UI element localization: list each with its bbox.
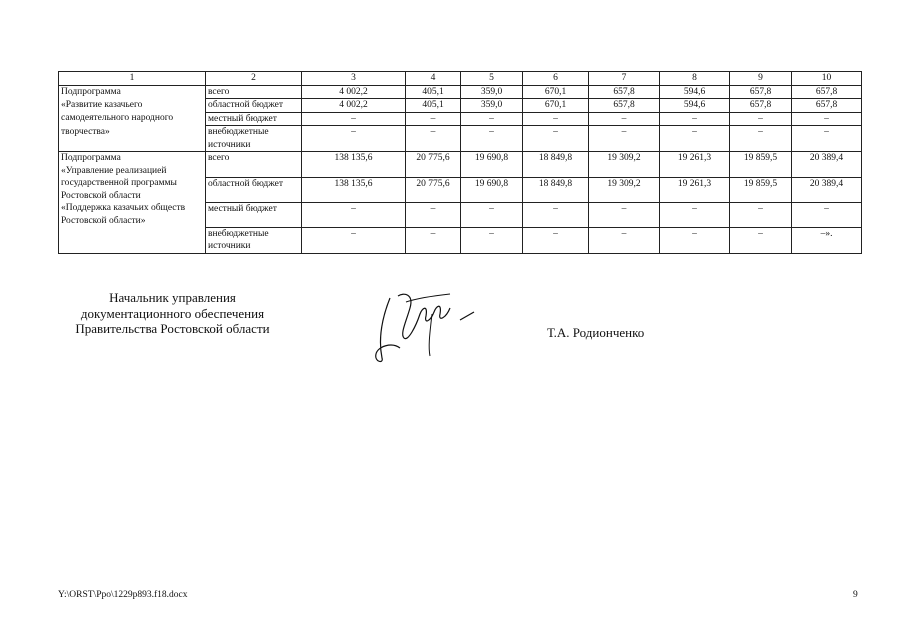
program-name-cell	[59, 177, 206, 202]
program-name-line: Подпрограмма	[61, 153, 121, 163]
value-cell: 138 135,6	[302, 152, 406, 178]
funding-source-line: всего	[208, 86, 230, 97]
funding-source-line: всего	[208, 153, 230, 163]
table-row	[59, 152, 862, 178]
value-cell: –	[589, 202, 660, 227]
value-cell: 138 135,6	[302, 177, 406, 202]
value-cell: 19 690,8	[461, 152, 523, 178]
value-cell: –	[730, 126, 792, 152]
value-cell: –	[302, 227, 406, 253]
funding-source-cell	[206, 112, 302, 126]
program-name-cell	[59, 112, 206, 126]
funding-source-cell	[206, 126, 302, 152]
funding-source-line: внебюджетные	[208, 127, 269, 137]
program-name-cell	[59, 99, 206, 113]
program-name-line: государственной программы	[61, 178, 177, 188]
handwritten-signature	[370, 288, 490, 368]
value-cell: 19 859,5	[730, 152, 792, 178]
value-cell: –	[461, 202, 523, 227]
value-cell: 4 002,2	[302, 99, 406, 113]
value-cell: –	[792, 112, 862, 126]
value-cell: 405,1	[406, 99, 461, 113]
value-cell: –	[792, 126, 862, 152]
funding-source-cell	[206, 85, 302, 99]
table-row	[59, 227, 862, 253]
footer-file-path: Y:\ORST\Ppo\1229p893.f18.docx	[58, 590, 188, 600]
funding-source-cell	[206, 202, 302, 227]
program-name-line: «Поддержка казачьих обществ	[61, 203, 186, 213]
value-cell: 19 859,5	[730, 177, 792, 202]
program-name-line: «Развитие казачьего	[61, 99, 143, 110]
header-cell: 1	[59, 72, 206, 86]
funding-source-line: источники	[208, 139, 251, 150]
table-header-row	[59, 72, 862, 86]
value-cell: –	[523, 227, 589, 253]
program-name-cell	[59, 152, 206, 178]
value-cell: 19 261,3	[660, 152, 730, 178]
value-cell: –	[589, 126, 660, 152]
value-cell: 359,0	[461, 99, 523, 113]
header-cell: 9	[730, 72, 792, 86]
header-cell: 2	[206, 72, 302, 86]
table-body	[59, 72, 862, 254]
value-cell: 657,8	[589, 99, 660, 113]
funding-source-cell	[206, 227, 302, 253]
table-row	[59, 99, 862, 113]
value-cell: –	[302, 112, 406, 126]
official-title-line: документационного обеспечения	[80, 305, 265, 321]
page-number: 9	[853, 590, 858, 600]
funding-source-line: местный бюджет	[208, 113, 277, 124]
program-name-cell	[59, 85, 206, 99]
value-cell: 657,8	[792, 85, 862, 99]
value-cell: 20 775,6	[406, 177, 461, 202]
funding-source-cell	[206, 99, 302, 113]
table-row	[59, 85, 862, 99]
value-cell: –	[461, 227, 523, 253]
value-cell: –	[660, 227, 730, 253]
value-cell: 19 261,3	[660, 177, 730, 202]
value-cell: –	[730, 202, 792, 227]
value-cell: 4 002,2	[302, 85, 406, 99]
funding-source-line: областной бюджет	[208, 178, 284, 189]
signatory-name: Т.А. Родионченко	[547, 325, 645, 340]
value-cell: 20 389,4	[792, 177, 862, 202]
value-cell: 657,8	[730, 99, 792, 113]
program-name-line: творчества»	[61, 126, 110, 137]
value-cell: –	[523, 202, 589, 227]
value-cell: –	[792, 202, 862, 227]
value-cell: 594,6	[660, 99, 730, 113]
value-cell: 18 849,8	[523, 152, 589, 178]
budget-table	[58, 71, 862, 254]
table-row	[59, 177, 862, 202]
value-cell: 18 849,8	[523, 177, 589, 202]
value-cell: –	[461, 126, 523, 152]
value-cell: 657,8	[589, 85, 660, 99]
program-name-line: самодеятельного народного	[61, 113, 174, 123]
program-name-line: Ростовской области	[61, 190, 141, 201]
program-name-cell	[59, 126, 206, 152]
program-name-line: Подпрограмма	[61, 86, 121, 97]
value-cell: 20 389,4	[792, 152, 862, 178]
value-cell: –	[523, 112, 589, 126]
value-cell: 657,8	[730, 85, 792, 99]
value-cell: –	[406, 202, 461, 227]
funding-source-cell	[206, 177, 302, 202]
value-cell: 359,0	[461, 85, 523, 99]
value-cell: –	[406, 227, 461, 253]
value-cell: –	[589, 112, 660, 126]
official-title	[50, 290, 295, 337]
value-cell: 20 775,6	[406, 152, 461, 178]
value-cell: 19 309,2	[589, 152, 660, 178]
header-cell: 8	[660, 72, 730, 86]
value-cell: 19 690,8	[461, 177, 523, 202]
value-cell: 19 309,2	[589, 177, 660, 202]
value-cell: 670,1	[523, 85, 589, 99]
header-cell: 7	[589, 72, 660, 86]
value-cell: –	[302, 202, 406, 227]
value-cell: –».	[792, 227, 862, 253]
header-cell: 3	[302, 72, 406, 86]
header-cell: 10	[792, 72, 862, 86]
table-row	[59, 112, 862, 126]
funding-source-line: местный бюджет	[208, 203, 277, 214]
funding-source-cell	[206, 152, 302, 178]
funding-source-line: областной бюджет	[208, 100, 284, 110]
value-cell: –	[589, 227, 660, 253]
value-cell: –	[406, 126, 461, 152]
official-title-line: Начальник управления	[109, 290, 236, 305]
value-cell: –	[660, 112, 730, 126]
header-cell: 6	[523, 72, 589, 86]
value-cell: 405,1	[406, 85, 461, 99]
value-cell: –	[660, 126, 730, 152]
header-cell: 5	[461, 72, 523, 86]
value-cell: 657,8	[792, 99, 862, 113]
program-name-cell	[59, 227, 206, 253]
value-cell: –	[523, 126, 589, 152]
value-cell: –	[730, 112, 792, 126]
value-cell: –	[406, 112, 461, 126]
value-cell: 594,6	[660, 85, 730, 99]
value-cell: –	[302, 126, 406, 152]
value-cell: –	[461, 112, 523, 126]
funding-source-line: внебюджетные	[208, 228, 269, 239]
header-cell: 4	[406, 72, 461, 86]
official-title-line: Правительства Ростовской области	[75, 321, 270, 336]
value-cell: –	[730, 227, 792, 253]
value-cell: 670,1	[523, 99, 589, 113]
table-row	[59, 202, 862, 227]
value-cell: –	[660, 202, 730, 227]
program-name-line: «Управление реализацией	[61, 165, 167, 176]
funding-source-line: источники	[208, 241, 251, 251]
table-row	[59, 126, 862, 152]
program-name-cell	[59, 202, 206, 227]
program-name-line: Ростовской области»	[61, 215, 146, 226]
